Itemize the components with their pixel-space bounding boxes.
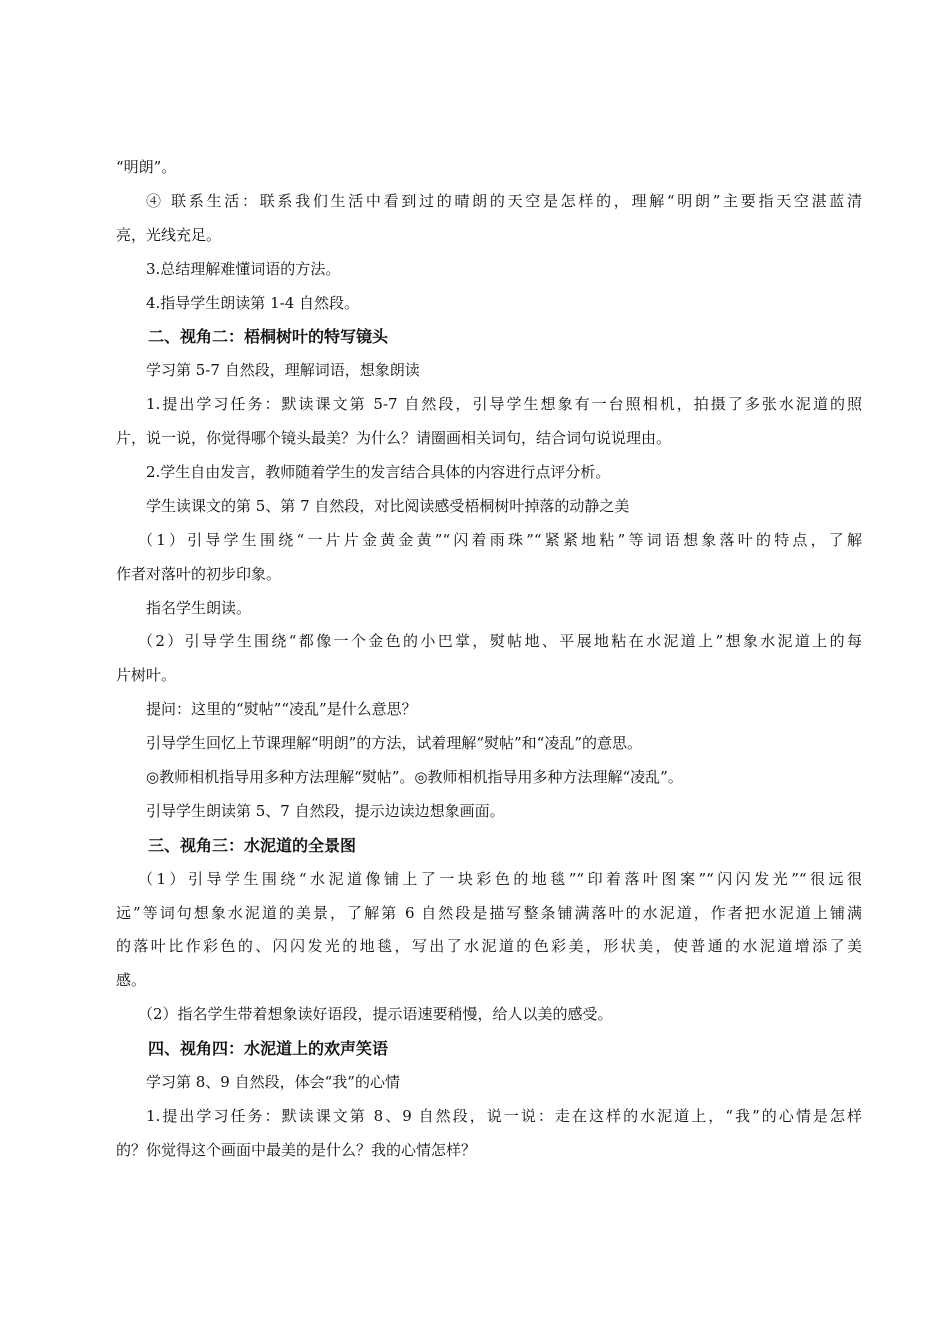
paragraph-line: 感。 <box>116 971 147 990</box>
paragraph-line: （2）引导学生围绕“都像一个金色的小巴掌，熨帖地、平展地粘在水泥道上”想象水泥道上的每 <box>138 632 862 651</box>
paragraph-line: 4.指导学生朗读第 1-4 自然段。 <box>146 293 360 312</box>
paragraph-line: 片树叶。 <box>116 666 177 685</box>
paragraph-line: 提问：这里的“熨帖”“凌乱”是什么意思？ <box>146 700 417 719</box>
paragraph-line: 的？你觉得这个画面中最美的是什么？我的心情怎样？ <box>116 1140 477 1159</box>
paragraph-line: “明朗”。 <box>116 158 177 176</box>
paragraph-line: ◎教师相机指导用多种方法理解“熨帖”。◎教师相机指导用多种方法理解“凌乱”。 <box>146 768 683 787</box>
paragraph-line: 远”等词句想象水泥道的美景，了解第 6 自然段是描写整条铺满落叶的水泥道，作者把水泥道上铺满 <box>116 903 862 922</box>
paragraph-line: 指名学生朗读。 <box>146 598 252 617</box>
paragraph-line: 学习第 5-7 自然段，理解词语，想象朗读 <box>146 361 420 380</box>
paragraph-line: （1）引导学生围绕“水泥道像铺上了一块彩色的地毯”“印着落叶图案”“闪闪发光”“很远很 <box>138 869 862 888</box>
paragraph-line: 2.学生自由发言，教师随着学生的发言结合具体的内容进行点评分析。 <box>146 463 611 482</box>
paragraph-line: 学习第 8、9 自然段，体会“我”的心情 <box>146 1073 400 1092</box>
paragraph-line: 作者对落叶的初步印象。 <box>116 564 282 583</box>
paragraph-line: 学生读课文的第 5、第 7 自然段，对比阅读感受梧桐树叶掉落的动静之美 <box>146 496 630 515</box>
paragraph-line: 亮，光线充足。 <box>116 225 222 244</box>
section-heading: 三、视角三：水泥道的全景图 <box>148 835 357 855</box>
section-heading: 二、视角二：梧桐树叶的特写镜头 <box>148 327 389 347</box>
paragraph-line: 引导学生朗读第 5、7 自然段，提示边读边想象画面。 <box>146 801 505 820</box>
document-body <box>116 151 862 1168</box>
paragraph-line: 引导学生回忆上节课理解“明朗”的方法，试着理解“熨帖”和“凌乱”的意思。 <box>146 734 643 753</box>
paragraph-line: （1）引导学生围绕“一片片金黄金黄”“闪着雨珠”“紧紧地粘”等词语想象落叶的特点，了解 <box>138 530 862 549</box>
paragraph-line: 1.提出学习任务：默读课文第 8、9 自然段，说一说：走在这样的水泥道上，“我”的心情是怎样 <box>146 1106 862 1125</box>
paragraph-line: （2）指名学生带着想象读好语段，提示语速要稍慢，给人以美的感受。 <box>138 1005 613 1024</box>
section-heading: 四、视角四：水泥道上的欢声笑语 <box>148 1039 389 1059</box>
paragraph-line: 1.提出学习任务：默读课文第 5-7 自然段，引导学生想象有一台照相机，拍摄了多张水泥道的照 <box>146 395 862 414</box>
paragraph-line: 3.总结理解难懂词语的方法。 <box>146 259 341 278</box>
paragraph-line: 的落叶比作彩色的、闪闪发光的地毯，写出了水泥道的色彩美，形状美，使普通的水泥道增添了美 <box>116 937 862 956</box>
paragraph-line: 片，说一说，你觉得哪个镜头最美？为什么？请圈画相关词句，结合词句说说理由。 <box>116 429 672 448</box>
paragraph-line: ④ 联系生活：联系我们生活中看到过的晴朗的天空是怎样的，理解“明朗”主要指天空湛蓝清 <box>146 191 862 210</box>
